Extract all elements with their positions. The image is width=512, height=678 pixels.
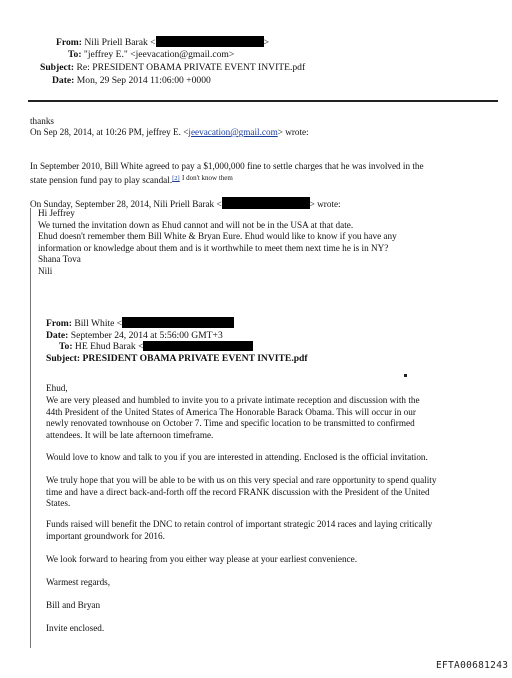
nili-message-body: [38, 208, 397, 278]
header-from-name: Nili Priell Barak <: [84, 37, 156, 48]
header-subject-line: [40, 62, 305, 74]
fwd-from-value: Bill White <: [74, 318, 123, 329]
header-to-label: To:: [68, 49, 82, 60]
nili-attribution-prefix: On Sunday, September 28, 2014, Nili Priell Barak <: [30, 199, 222, 209]
header-from-line: [56, 36, 269, 49]
invite-line: Funds raised will benefit the DNC to retain control of important strategic 2014 races and laying critically: [46, 519, 433, 529]
invite-line: attendees. It will be late afternoon timeframe.: [46, 429, 214, 440]
fwd-from-label: From:: [46, 318, 72, 329]
invite-para5: We look forward to hearing from you either way please at your earliest convenience.: [46, 554, 358, 564]
nili-line: Hi Jeffrey: [38, 208, 75, 218]
invite-line: States.: [46, 498, 71, 509]
reply-body: thanks: [30, 116, 54, 126]
fwd-to-line: [59, 341, 253, 353]
reply-attribution: [30, 127, 309, 139]
fwd-date-label: Date:: [46, 330, 69, 341]
nili-line: We turned the invitation down as Ehud cannot and will not be in the USA at that date.: [38, 219, 354, 230]
quote-bar: [30, 208, 31, 648]
invite-line: We are very pleased and humbled to invite you to a private intimate reception and discussion with the: [46, 395, 420, 405]
invite-line: We truly hope that you will be able to be with us on this very special and rare opportunity to spend quality: [46, 475, 437, 485]
fwd-from-line: [46, 317, 234, 330]
invite-line: newly renovated townhouse on October 7. Time and specific location to be transmitted to confirmed: [46, 418, 415, 429]
nili-line: Nili: [38, 265, 53, 276]
header-date-label: Date:: [52, 75, 75, 86]
header-to-value: "jeffrey E." <jeevacation@gmail.com>: [83, 49, 235, 60]
reply-attribution-prefix: On Sep 28, 2014, at 10:26 PM, jeffrey E. <: [30, 127, 189, 137]
jeffrey-message-text: state pension fund pay to play scandal.: [30, 175, 173, 185]
invite-greeting: Ehud,: [46, 383, 68, 393]
invite-para3: [46, 475, 436, 510]
header-from-tail: >: [263, 37, 269, 48]
document-id: EFTA00681243: [436, 660, 509, 671]
reply-attribution-email[interactable]: jeevacation@gmail.com: [188, 127, 278, 137]
header-date-line: [52, 75, 211, 87]
nili-line: information or knowledge about them and is it worthwhile to meet them next time he is in NY?: [38, 242, 389, 253]
invite-line: important groundwork for 2016.: [46, 530, 165, 541]
nili-line: Ehud doesn't remember them Bill White & Bryan Eure. Ehud would like to know if you have any: [38, 231, 397, 242]
fwd-subject-value: PRESIDENT OBAMA PRIVATE EVENT INVITE.pdf: [82, 353, 308, 364]
stray-mark: [404, 374, 407, 377]
footnote-link[interactable]: [2]: [172, 175, 180, 182]
fwd-to-label: To:: [59, 341, 73, 352]
invite-para2: Would love to know and talk to you if you are interested in attending. Enclosed is the official invitation.: [46, 452, 428, 462]
header-from-label: From:: [56, 37, 82, 48]
header-divider: [28, 100, 498, 102]
invite-line: 44th President of the United States of America The Honorable Barack Obama. This will occur in our: [46, 406, 416, 417]
invite-closing: Warmest regards,: [46, 577, 111, 587]
nili-line: Shana Tova: [38, 254, 81, 265]
fwd-subject-line: [46, 353, 308, 365]
redaction-box: [156, 36, 264, 47]
header-to-line: [68, 49, 234, 61]
jeffrey-note: I don't know them: [182, 174, 233, 182]
header-subject-label: Subject:: [40, 62, 75, 73]
jeffrey-message-line2: [30, 173, 233, 187]
nili-attribution-suffix: > wrote:: [309, 199, 341, 209]
fwd-subject-label: Subject:: [46, 353, 81, 364]
redaction-box: [122, 317, 234, 328]
redaction-box: [143, 341, 253, 351]
jeffrey-message-line1: In September 2010, Bill White agreed to pay a $1,000,000 fine to settle charges that he was involved in the: [30, 161, 424, 171]
invite-para1: [46, 395, 420, 441]
invite-para4: [46, 519, 432, 542]
header-subject-value: Re: PRESIDENT OBAMA PRIVATE EVENT INVITE.pdf: [76, 62, 306, 73]
footnote-ref[interactable]: [172, 175, 180, 182]
invite-enclosure: Invite enclosed.: [46, 623, 105, 633]
fwd-date-value: September 24, 2014 at 5:56:00 GMT+3: [70, 330, 223, 341]
reply-attribution-suffix: > wrote:: [277, 127, 309, 137]
invite-signature: Bill and Bryan: [46, 600, 101, 610]
header-date-value: Mon, 29 Sep 2014 11:06:00 +0000: [76, 75, 211, 86]
fwd-to-value: HE Ehud Barak <: [74, 341, 144, 352]
invite-line: time and have a direct back-and-forth off the record FRANK discussion with the President of the United: [46, 486, 430, 497]
